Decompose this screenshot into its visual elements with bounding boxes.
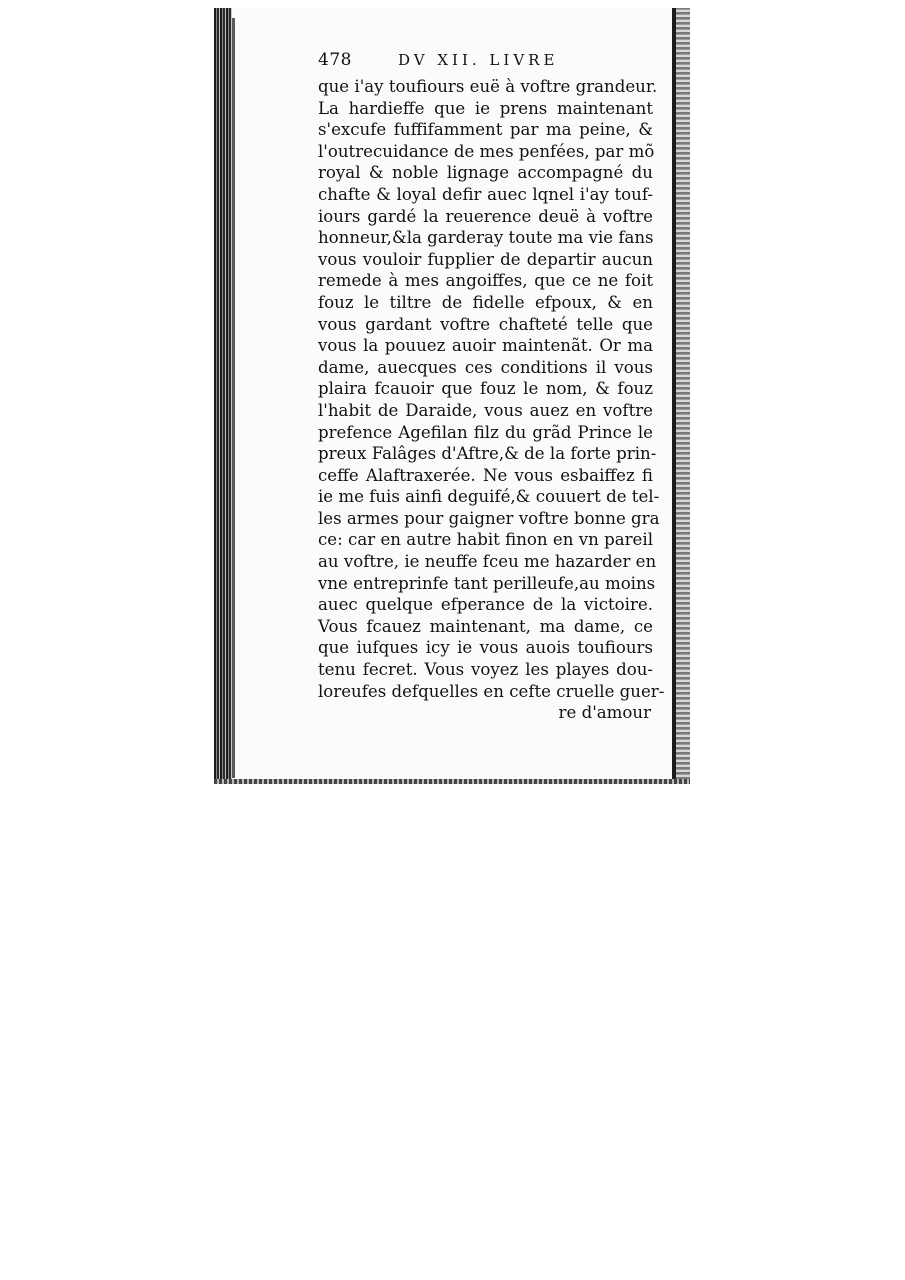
text-line: au voftre, ie neuffe fceu me hazarder en [318, 552, 657, 572]
text-line: les armes pour gaigner voftre bonne gra [318, 508, 660, 528]
text-line: chafte & loyal defir auec lqnel i'ay touf- [318, 184, 653, 204]
text-line: s'excufe fuffifamment par ma peine, & [318, 120, 653, 140]
text-line: preux Falâges d'Aftre,& de la forte prin- [318, 444, 657, 464]
body-text [318, 76, 665, 724]
text-line: prefence Agefilan filz du grãd Prince le [318, 422, 653, 442]
text-line: vous gardant voftre chafteté telle que [318, 314, 653, 334]
text-line: ceffe Alaftraxerée. Ne vous esbaiffez fi [318, 465, 653, 485]
page-gutter-shadow [232, 18, 235, 778]
text-line: fouz le tiltre de fidelle efpoux, & en [318, 292, 653, 312]
text-line: ie me fuis ainfi deguifé,& couuert de tel- [318, 487, 660, 507]
text-line: remede à mes angoiffes, que ce ne foit [318, 271, 653, 291]
catchword: re d'amour [558, 703, 651, 723]
running-title: DV XII. LIVRE [398, 51, 559, 69]
page-number: 478 [318, 50, 352, 70]
running-head [318, 50, 653, 76]
text-line: dame, auecques ces conditions il vous [318, 357, 653, 377]
text-line: honneur,&la garderay toute ma vie fans [318, 228, 654, 248]
text-line: plaira fcauoir que fouz le nom, & fouz [318, 379, 653, 399]
text-line: La hardieffe que ie prens maintenant [318, 98, 653, 118]
text-line: que iufques icy ie vous auois toufiours [318, 638, 653, 658]
text-line: royal & noble lignage accompagné du [318, 163, 653, 183]
text-line: auec quelque efperance de la victoire. [318, 595, 653, 615]
text-line: vne entreprinfe tant perilleufe,au moins [318, 573, 656, 593]
text-line: ce: car en autre habit finon en vn pareil [318, 530, 653, 550]
text-line: vous vouloir fupplier de departir aucun [318, 249, 653, 269]
text-line: loreufes defquelles en cefte cruelle guer- [318, 681, 665, 701]
text-line: l'habit de Daraide, vous auez en voftre [318, 400, 653, 420]
page-edge-bottom [214, 779, 690, 784]
text-line: iours gardé la reuerence deuë à voftre [318, 206, 653, 226]
text-line: Vous fcauez maintenant, ma dame, ce [318, 616, 653, 636]
page-edge-right [676, 8, 690, 784]
text-line: vous la pouuez auoir maintenãt. Or ma [318, 336, 653, 356]
page-edge-left [214, 8, 232, 784]
text-line: tenu fecret. Vous voyez les playes dou- [318, 660, 653, 680]
text-block [318, 50, 665, 724]
text-line: l'outrecuidance de mes penfées, par mõ [318, 141, 655, 161]
text-line: que i'ay toufiours euë à voftre grandeur. [318, 77, 658, 96]
